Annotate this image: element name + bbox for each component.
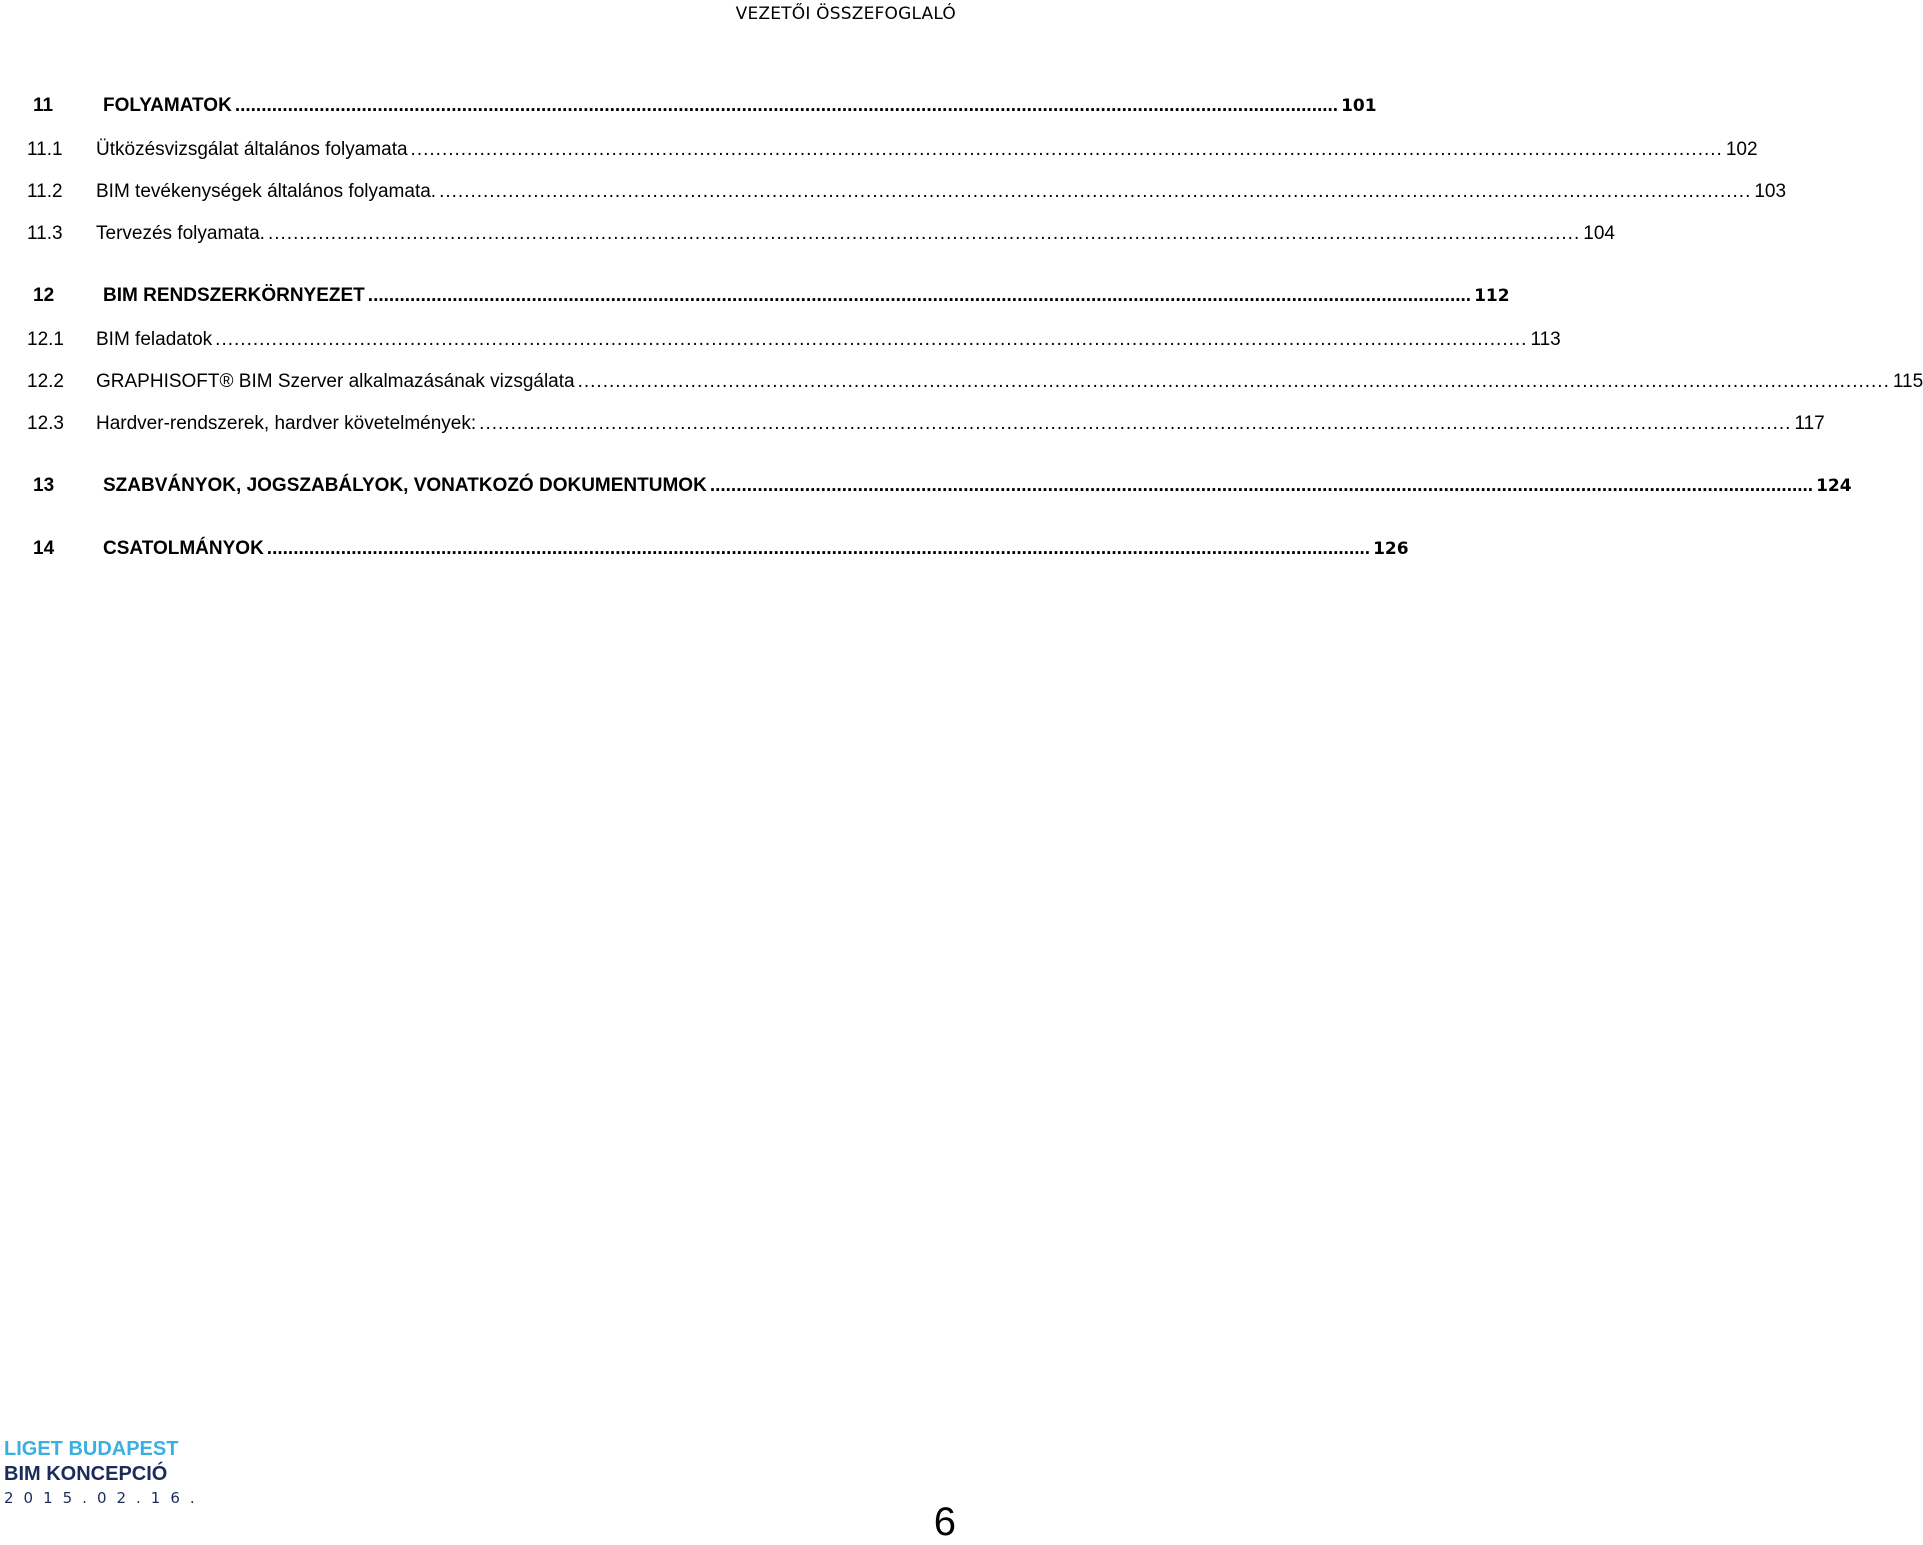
- toc-entry-number: 11.1: [27, 139, 63, 160]
- footer-branding: [4, 1437, 205, 1509]
- toc-entry-page: 102: [1725, 139, 1758, 160]
- toc-entry-title: BIM RENDSZERKÖRNYEZET: [103, 285, 365, 306]
- toc-entry-page: 124: [1816, 476, 1852, 496]
- toc-dot-leader: .................................................................................................................................................................................................................: [709, 475, 1814, 496]
- toc-dot-leader: .................................................................................................................................................................................................................: [367, 285, 1472, 306]
- toc-entry-page: 113: [1530, 329, 1561, 350]
- toc-entry-number: 11.2: [27, 181, 63, 202]
- toc-entry[interactable]: [0, 223, 1615, 253]
- toc-entry-title: Tervezés folyamata.: [96, 223, 265, 244]
- toc-entry-page: 117: [1794, 413, 1825, 434]
- toc-entry[interactable]: [0, 538, 1409, 568]
- page-header-title: VEZETŐI ÖSSZEFOGLALÓ: [735, 4, 956, 24]
- toc-entry[interactable]: [0, 95, 1377, 125]
- toc-entry[interactable]: [0, 413, 1825, 443]
- toc-entry-number: 12.2: [27, 371, 64, 392]
- footer-date: 2015.02.16.: [4, 1489, 205, 1507]
- toc-entry-page: 112: [1474, 286, 1510, 306]
- toc-entry[interactable]: [0, 371, 1923, 401]
- toc-entry-title: SZABVÁNYOK, JOGSZABÁLYOK, VONATKOZÓ DOKUMENTUMOK: [103, 475, 707, 496]
- toc-dot-leader: .................................................................................................................................................................................................................: [577, 371, 1890, 392]
- toc-entry-number: 11.3: [27, 223, 63, 244]
- toc-dot-leader: .................................................................................................................................................................................................................: [215, 329, 1528, 350]
- toc-entry-number: 12.3: [27, 413, 64, 434]
- footer-project-name: LIGET BUDAPEST: [4, 1438, 179, 1460]
- toc-entry-number: 13: [33, 475, 55, 496]
- toc-entry[interactable]: [0, 475, 1852, 505]
- toc-entry-title: Ütközésvizsgálat általános folyamata: [96, 139, 408, 160]
- toc-dot-leader: .................................................................................................................................................................................................................: [479, 413, 1792, 434]
- toc-entry[interactable]: [0, 285, 1510, 315]
- toc-entry[interactable]: [0, 139, 1758, 169]
- toc-entry-page: 103: [1754, 181, 1787, 202]
- toc-entry-page: 126: [1373, 539, 1409, 559]
- toc-entry-title: FOLYAMATOK: [103, 95, 232, 116]
- toc-entry-number: 12: [33, 285, 55, 306]
- page-number: 6: [933, 1500, 956, 1544]
- toc-entry-title: Hardver-rendszerek, hardver követelmények:: [96, 413, 477, 434]
- toc-entry[interactable]: [0, 329, 1561, 359]
- toc-dot-leader: .................................................................................................................................................................................................................: [267, 223, 1581, 244]
- toc-entry-title: BIM tevékenységek általános folyamata.: [96, 181, 437, 202]
- toc-entry-title: GRAPHISOFT® BIM Szerver alkalmazásának vizsgálata: [96, 371, 575, 392]
- toc-entry-page: 115: [1892, 371, 1923, 392]
- toc-entry-title: CSATOLMÁNYOK: [103, 538, 264, 559]
- toc-entry-number: 11: [33, 95, 54, 116]
- toc-entry-page: 101: [1341, 96, 1377, 116]
- toc-dot-leader: .................................................................................................................................................................................................................: [410, 139, 1723, 160]
- toc-entry[interactable]: [0, 181, 1787, 211]
- footer-document-name: BIM KONCEPCIÓ: [4, 1463, 168, 1485]
- toc-entry-number: 14: [33, 538, 55, 559]
- toc-entry-title: BIM feladatok: [96, 329, 213, 350]
- toc-entry-number: 12.1: [27, 329, 64, 350]
- toc-dot-leader: .................................................................................................................................................................................................................: [439, 181, 1752, 202]
- toc-dot-leader: .................................................................................................................................................................................................................: [266, 538, 1371, 559]
- toc-entry-page: 104: [1583, 223, 1615, 244]
- toc-dot-leader: .................................................................................................................................................................................................................: [234, 95, 1339, 116]
